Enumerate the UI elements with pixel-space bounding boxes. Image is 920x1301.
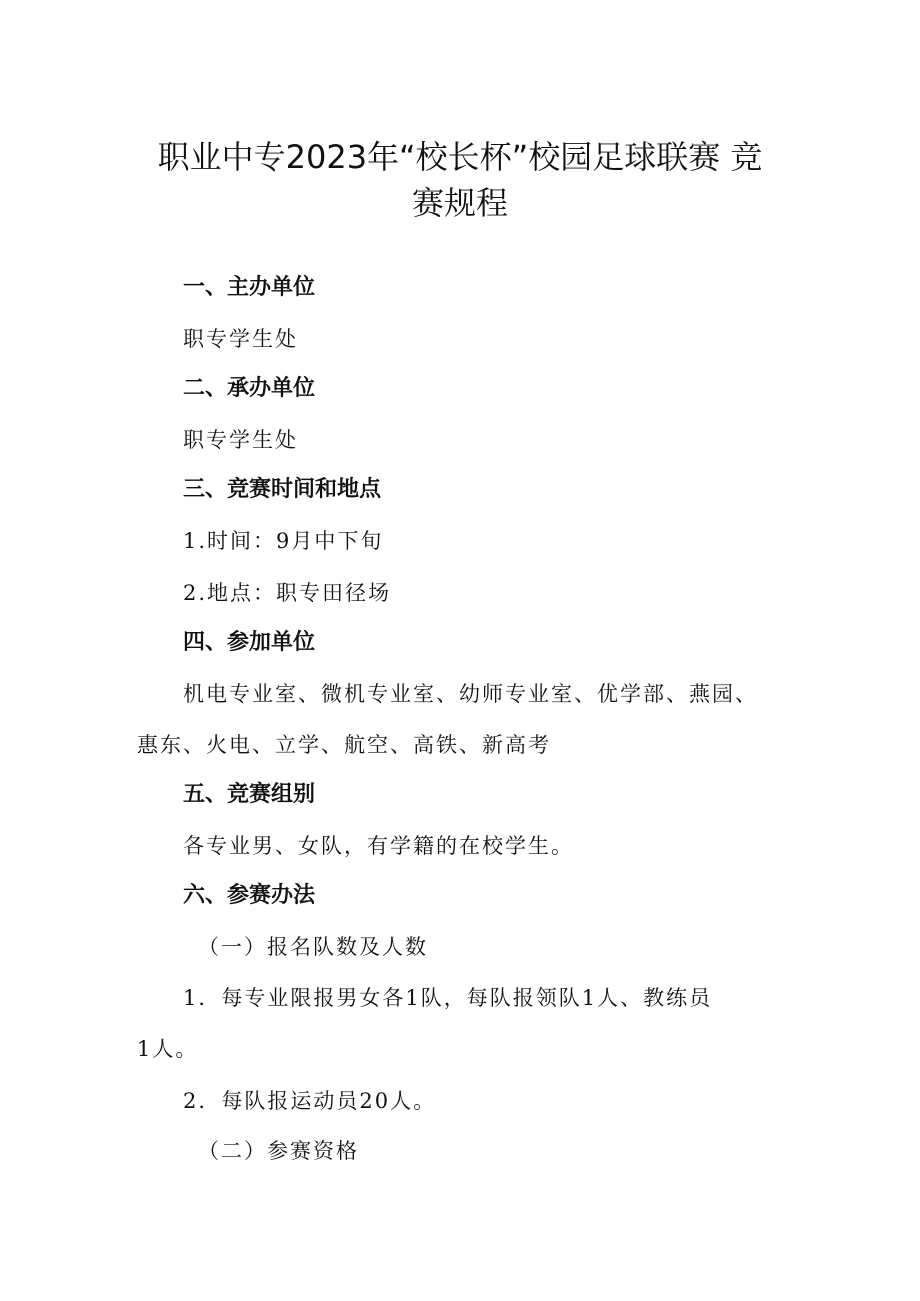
subsection-registration: （一）报名队数及人数 [198,935,428,959]
section-heading-method: 六、参赛办法 [183,883,316,908]
document-title [120,134,800,226]
section-body-groups: 各专业男、女队，有学籍的在校学生。 [183,834,574,858]
section-body-organizer: 职专学生处 [183,327,298,351]
section-body-host: 职专学生处 [183,428,298,452]
section-heading-groups: 五、竞赛组别 [183,782,316,807]
section-heading-organizer: 一、主办单位 [183,275,316,300]
item-team-quota-line-2: 1人。 [137,1037,199,1061]
item-athlete-count: 2．每队报运动员20人。 [183,1089,437,1113]
subsection-eligibility: （二）参赛资格 [198,1139,359,1163]
title-line-2: 赛规程 [411,184,508,222]
section-item-time: 1.时间：9月中下旬 [183,529,384,553]
title-line-1: 职业中专2023年“校长杯”校园足球联赛 竞 [157,138,763,176]
item-team-quota-line-1: 1．每专业限报男女各1队，每队报领队1人、教练员 [183,986,713,1010]
section-heading-host: 二、承办单位 [183,376,316,401]
section-heading-participants: 四、参加单位 [183,630,316,655]
section-heading-time-place: 三、竞赛时间和地点 [183,477,382,502]
section-body-participants-line-1: 机电专业室、微机专业室、幼师专业室、优学部、燕园、 [183,682,758,706]
section-item-place: 2.地点：职专田径场 [183,581,392,605]
section-body-participants-line-2: 惠东、火电、立学、航空、高铁、新高考 [137,733,551,757]
